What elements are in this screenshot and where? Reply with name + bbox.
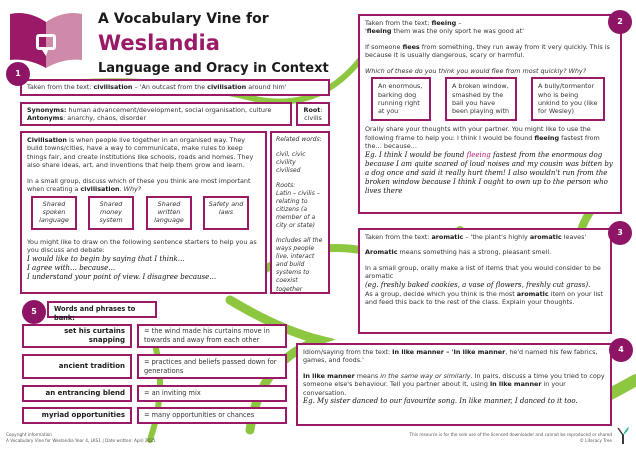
source-quote-pre: – 'An outcast from the [132, 83, 208, 91]
literacy-tree-logo-icon [616, 426, 630, 444]
brand-text: © Literacy Tree [579, 437, 612, 443]
def-pre: If someone [365, 42, 403, 51]
source-quote-word: civilisation [207, 83, 247, 91]
section-4-box [296, 343, 612, 426]
definition-word: Civilisation [27, 136, 67, 144]
idiom-word: In like manner [392, 348, 444, 356]
decide-word: aromatic [516, 289, 549, 298]
discuss-word: civilisation [80, 185, 120, 194]
manner-example: Eg. My sister danced to our favourite song. In like manner, I danced to it too. [303, 397, 578, 406]
def-post: from something, they run away from it very quickly. This is because it is usually dangerous, scary or harmful. [365, 42, 610, 60]
book-speech-bubble-icon [8, 8, 84, 70]
source-word: aromatic [431, 233, 464, 241]
idiom-quote-word: 'In like manner [451, 348, 506, 356]
example-pre: Eg. I think I would be found [365, 150, 467, 159]
roots-label: Roots: [276, 182, 296, 190]
copyright-line: A Vocabulary Vine for Weslandia Year 4, LKS1 | Date written: April 2025 [6, 437, 156, 443]
root-colon: : [320, 106, 323, 114]
phrase-myriad-opportunities: myriad opportunities [22, 407, 132, 424]
copyright-info [6, 432, 156, 444]
title-subtitle: Language and Oracy in Context [98, 61, 329, 76]
aromatic-example: (eg. freshly baked cookies, a vase of flowers, freshly cut grass). [365, 280, 591, 289]
starter-3: I understand your point of view. I disagree because… [27, 272, 217, 281]
synonyms-box [20, 102, 292, 126]
idiom-quote-rest: , he'd named his few fabrics, games, and foods.' [303, 348, 598, 365]
related-word-3: civilised [276, 167, 301, 175]
root-value: civilis [304, 114, 322, 123]
related-words-box [270, 131, 330, 294]
related-label: Related words: [276, 136, 322, 143]
title-book-name: Weslandia [98, 31, 220, 55]
license-text: This resource is for the sole use of the licensed downloader and cannot be reproduced or shared [409, 432, 612, 437]
license-info [390, 432, 612, 444]
roots-text: Latin – civilis – relating to citizens (a member of a city or state) [276, 190, 320, 230]
def-word-2: in like manner [489, 380, 542, 389]
section-1-main-box [20, 131, 267, 294]
starter-2: I agree with… because… [27, 263, 116, 272]
source-dash: – [456, 19, 462, 27]
list-text: In a small group, orally make a list of items that you would consider to be aromatic [365, 263, 601, 281]
synonyms-text: human advancement/development, social organisation, culture [66, 106, 272, 114]
def-post: . In pairs, discuss a time you tried to copy someone else's behaviour. Tell you partner about it, using [303, 371, 605, 389]
share-pre: Orally share your thoughts with your partner. You might like to use the following frame to help you: I think I would be found [365, 125, 591, 142]
section-2-badge: 2 [608, 10, 632, 34]
section-4-badge: 4 [609, 338, 633, 362]
source-quote-pre: – 'the plant's highly [463, 233, 530, 241]
discuss-dot: . [119, 185, 124, 194]
phrase-set-his-curtains-snapping: set his curtains snapping [22, 324, 132, 348]
starters-intro: You might like to draw on the following sentence starters to help you as you discuss and debate: [27, 237, 257, 255]
decide-pre: As a group, decide which you think is the most [365, 289, 517, 298]
word-bank-title: Words and phrases to bank: [54, 305, 136, 322]
source-quote-word: fleeing [366, 27, 392, 36]
root-box [296, 102, 330, 126]
source-quote-post: leaves' [561, 233, 587, 241]
meaning-ancient-tradition: = practices and beliefs passed down for generations [137, 354, 287, 379]
includes-text: Includes all the ways people live, interact and build systems to coexist together [276, 237, 323, 293]
example-word: fleeing [466, 150, 491, 159]
source-quote-word: aromatic [529, 233, 562, 241]
idiom-dash: – [443, 348, 452, 356]
source-quote-post: around him' [246, 83, 287, 91]
source-word: fleeing [431, 19, 457, 27]
option-safety-and-laws: Safety and laws [203, 196, 249, 230]
discuss-text: In a small group, discuss which of these you think are most important when creating a [27, 176, 251, 194]
source-prefix: Taken from the text: [27, 83, 94, 91]
option-barking-dog: An enormous, barking dog running right at you [371, 77, 431, 121]
meaning-myriad-opportunities: = many opportunities or chances [137, 407, 287, 424]
def-mid: means [354, 371, 381, 380]
meaning-set-his-curtains-snapping: = the wind made his curtains move in towards and away from each other [137, 324, 287, 348]
section-2-box [358, 14, 622, 214]
option-shared-spoken-language: Shared spoken language [31, 196, 77, 230]
def-word: Aromatic [365, 248, 398, 257]
phrase-ancient-tradition: ancient tradition [22, 354, 132, 379]
share-post: fastest from the… because… [365, 133, 600, 151]
idiom-pre: Idiom/saying from the text: [303, 348, 393, 356]
section-1-badge: 1 [6, 62, 30, 86]
option-broken-window: A broken window, smashed by the ball you have been playing with [445, 77, 517, 121]
source-word: civilisation [93, 83, 133, 91]
def-post: means something has a strong, pleasant smell. [397, 248, 552, 257]
option-shared-written-language: Shared written language [146, 196, 192, 230]
root-label: Root [303, 106, 321, 114]
phrase-an-entrancing-blend: an entrancing blend [22, 385, 132, 402]
copyright-label: Copyright information [6, 432, 52, 437]
def-word: flees [402, 42, 420, 51]
flee-question: Which of these do you think you would flee from most quickly? Why? [365, 66, 587, 75]
source-quote-rest: them was the only sport he was good at' [391, 27, 524, 36]
starter-1: I would like to begin by saying that I think… [27, 254, 185, 263]
share-word: fleeing [534, 133, 560, 142]
related-word-1: civil, civic [276, 151, 306, 159]
related-word-2: civility [276, 159, 296, 167]
section-1-source-box [20, 79, 330, 96]
source-prefix: Taken from the text: [365, 233, 432, 241]
def-italic: in the same way or similarly [380, 371, 471, 380]
def-word: In like manner [303, 371, 355, 380]
source-prefix: Taken from the text: [365, 19, 432, 27]
section-3-box [358, 228, 612, 334]
section-5-badge: 5 [22, 300, 46, 324]
synonyms-label: Synonyms: [27, 106, 67, 114]
decide-post: item on your list and feed this back to the rest of the class. Explain your thoughts. [365, 289, 603, 307]
title-line-1: A Vocabulary Vine for [98, 11, 269, 27]
option-shared-money-system: Shared money system [88, 196, 134, 230]
option-bully: A bully/tormentor who is being unkind to you (like for Wesley) [531, 77, 605, 121]
def-end: in your conversation. [303, 380, 566, 397]
section-3-badge: 3 [608, 221, 632, 245]
quote-open: ' [365, 27, 367, 36]
antonyms-text: : anarchy, chaos, disorder [63, 114, 147, 123]
definition-text: is when people live together in an organised way. They build towns/cities, have a way to communicate, make rules to keep things fair, and create institutions like schools, roads and homes. They also share ideas, art, and inventions that help them grow and learn. [27, 136, 254, 170]
example-post: fastest from the enormous dog because I am quite scared of loud noises and my cousin was bitten by a dog once and said it really hurt them! I also wouldn't run from the broken window because I think I ought to own up to the person who lives there [365, 150, 613, 195]
meaning-an-entrancing-blend: = an inviting mix [137, 385, 287, 402]
section-5-title [47, 301, 157, 322]
discuss-why: Why? [123, 185, 142, 194]
antonyms-label: Antonyms [27, 114, 64, 123]
